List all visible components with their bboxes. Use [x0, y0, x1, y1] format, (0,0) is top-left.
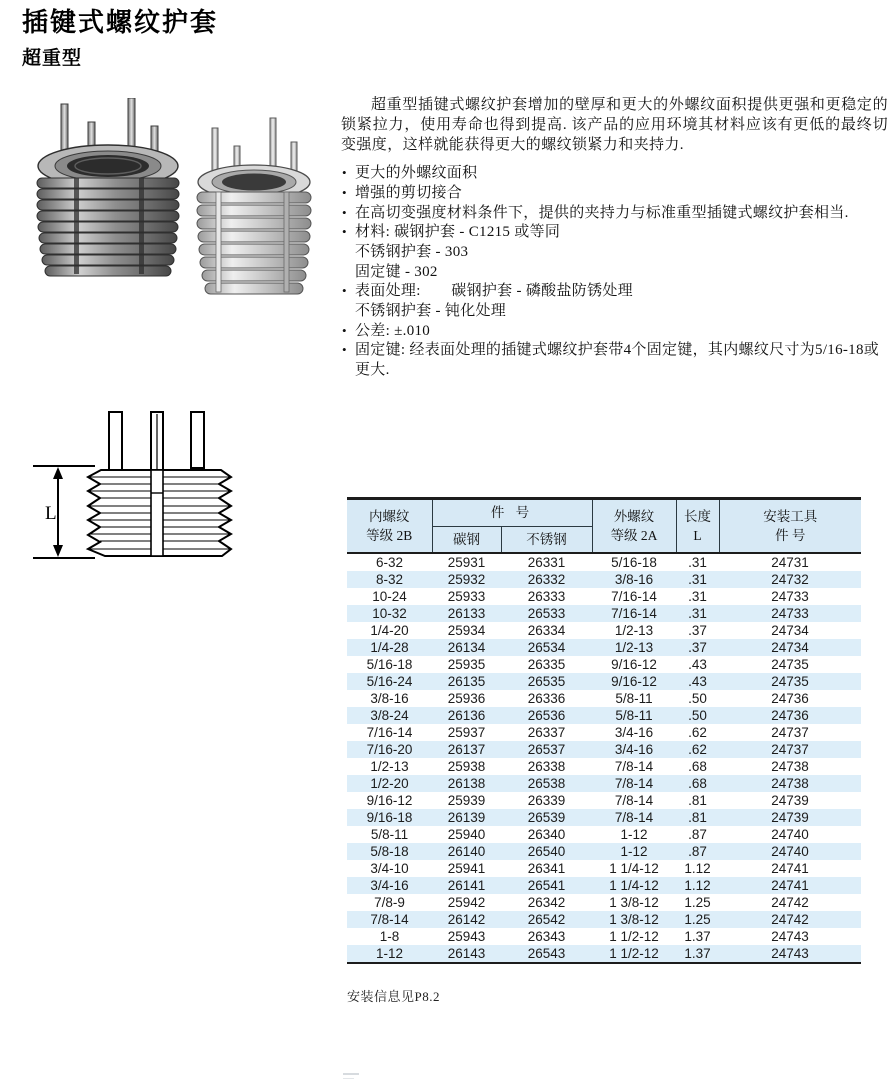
feature-text: • 在高切变强度材料条件下，提供的夹持力与标准重型插键式螺纹护套相当. — [355, 204, 849, 221]
col-header-internal-thread — [347, 499, 432, 554]
cell-install-tool-part: 24735 — [771, 674, 809, 690]
table-row — [347, 758, 861, 775]
feature-text: • 公差: ±.010 — [355, 322, 431, 339]
cell-external-thread: 7/16-14 — [611, 589, 657, 605]
dimension-diagram — [25, 398, 260, 583]
cell-stainless-steel-part: 26539 — [527, 810, 566, 826]
col-header-external-thread — [592, 499, 676, 554]
cell-stainless-steel-part: 26334 — [527, 623, 566, 639]
cell-length: .62 — [688, 725, 707, 741]
cell-carbon-steel-part: 26136 — [447, 708, 486, 724]
install-info-footnote: 安装信息见P8.2 — [347, 989, 440, 1004]
cell-length: .37 — [688, 623, 707, 639]
insert-line-drawing — [25, 398, 260, 578]
cell-carbon-steel-part: 25936 — [447, 691, 486, 707]
cell-internal-thread: 3/4-16 — [370, 878, 409, 894]
intro-paragraph: 超重型插键式螺纹护套增加的壁厚和更大的外螺纹面积提供更强和更稳定的锁紧拉力，使用寿命也得到提高. 该产品的应用环境其材料应该有更低的最终切变强度，这样就能获得更大的螺纹锁紧力和夹持力. — [341, 97, 888, 153]
cell-length: .81 — [688, 793, 707, 809]
cell-length: .31 — [688, 589, 707, 605]
cell-internal-thread: 9/16-12 — [366, 793, 413, 809]
cell-stainless-steel-part: 26534 — [527, 640, 566, 656]
table-row — [347, 673, 861, 690]
cell-external-thread: 1-12 — [620, 844, 648, 860]
cell-install-tool-part: 24735 — [771, 657, 809, 673]
table-row — [347, 911, 861, 928]
cell-carbon-steel-part: 26137 — [447, 742, 486, 758]
cell-internal-thread: 9/16-18 — [366, 810, 413, 826]
cell-stainless-steel-part: 26335 — [527, 657, 566, 673]
col-header-part-number-group: 件 号 — [432, 499, 592, 527]
page-title: 插键式螺纹护套 — [22, 7, 219, 37]
table-row — [347, 809, 861, 826]
cell-external-thread: 9/16-12 — [611, 657, 657, 673]
cell-internal-thread: 7/8-14 — [370, 912, 409, 928]
feature-text: • 更大的外螺纹面积 — [355, 165, 478, 182]
cell-internal-thread: 5/16-24 — [366, 674, 413, 690]
cell-carbon-steel-part: 25934 — [447, 623, 486, 639]
cell-stainless-steel-part: 26339 — [527, 793, 566, 809]
cell-length: .81 — [688, 810, 707, 826]
cell-carbon-steel-part: 25933 — [447, 589, 486, 605]
cell-external-thread: 5/8-11 — [615, 708, 653, 724]
cell-external-thread: 1 1/2-12 — [609, 946, 659, 962]
cell-install-tool-part: 24739 — [771, 810, 809, 826]
table-row — [347, 945, 861, 963]
cell-length: .62 — [688, 742, 707, 758]
feature-item — [341, 322, 888, 342]
cell-internal-thread: 5/8-11 — [370, 827, 409, 843]
cell-install-tool-part: 24732 — [771, 572, 809, 588]
header-label-line: 等级 2B — [366, 528, 413, 544]
feature-list — [341, 164, 888, 380]
table-row — [347, 877, 861, 894]
product-photo-stainless-insert — [192, 116, 316, 311]
table-row — [347, 775, 861, 792]
cell-internal-thread: 5/16-18 — [366, 657, 413, 673]
feature-sublines — [355, 243, 888, 282]
cell-install-tool-part: 24734 — [771, 640, 809, 656]
cell-internal-thread: 6-32 — [375, 555, 404, 571]
cell-install-tool-part: 24737 — [771, 742, 809, 758]
cell-external-thread: 1/2-13 — [614, 623, 654, 639]
feature-subline: 固定键 - 302 — [355, 263, 438, 280]
cell-length: 1.12 — [684, 878, 711, 894]
cell-stainless-steel-part: 26533 — [527, 606, 566, 622]
cell-length: .31 — [688, 572, 707, 588]
col-header-carbon-steel: 碳钢 — [432, 526, 501, 553]
cell-carbon-steel-part: 25937 — [447, 725, 486, 741]
cell-external-thread: 3/4-16 — [614, 742, 654, 758]
cell-external-thread: 9/16-12 — [611, 674, 657, 690]
cell-length: .68 — [688, 776, 707, 792]
page-subtitle: 超重型 — [22, 47, 83, 69]
cell-install-tool-part: 24740 — [771, 827, 809, 843]
cell-carbon-steel-part: 25940 — [447, 827, 486, 843]
cell-internal-thread: 10-24 — [372, 589, 407, 605]
cell-install-tool-part: 24734 — [771, 623, 809, 639]
cell-stainless-steel-part: 26340 — [527, 827, 566, 843]
cell-external-thread: 5/16-18 — [611, 555, 657, 571]
cell-stainless-steel-part: 26542 — [527, 912, 566, 928]
spec-table-header — [347, 499, 861, 554]
cell-stainless-steel-part: 26342 — [527, 895, 566, 911]
cell-stainless-steel-part: 26541 — [527, 878, 566, 894]
cell-internal-thread: 8-32 — [375, 572, 404, 588]
cell-install-tool-part: 24738 — [771, 759, 809, 775]
feature-item — [341, 184, 888, 204]
cell-internal-thread: 7/8-9 — [374, 895, 405, 911]
cell-internal-thread: 1/4-28 — [370, 640, 409, 656]
cell-stainless-steel-part: 26535 — [527, 674, 566, 690]
cell-install-tool-part: 24733 — [771, 589, 809, 605]
cell-length: 1.25 — [684, 912, 711, 928]
cell-internal-thread: 7/16-20 — [366, 742, 413, 758]
cell-internal-thread: 1/2-20 — [370, 776, 409, 792]
cell-external-thread: 3/8-16 — [614, 572, 654, 588]
cell-carbon-steel-part: 25935 — [447, 657, 486, 673]
cell-carbon-steel-part: 25932 — [447, 572, 486, 588]
feature-subline: 不锈钢护套 - 303 — [355, 243, 469, 260]
cell-install-tool-part: 24736 — [771, 691, 809, 707]
table-row — [347, 656, 861, 673]
stainless-insert-illustration — [192, 116, 316, 306]
cell-external-thread: 7/8-14 — [614, 776, 654, 792]
cell-install-tool-part: 24738 — [771, 776, 809, 792]
cell-external-thread: 3/4-16 — [614, 725, 654, 741]
cell-external-thread: 5/8-11 — [615, 691, 653, 707]
cell-external-thread: 1 1/2-12 — [609, 929, 659, 945]
feature-item — [341, 204, 888, 224]
cell-carbon-steel-part: 26134 — [447, 640, 486, 656]
cell-external-thread: 1 3/8-12 — [609, 912, 659, 928]
cell-internal-thread: 1/4-20 — [370, 623, 409, 639]
cell-stainless-steel-part: 26336 — [527, 691, 566, 707]
feature-text: • 固定键: 经表面处理的插键式螺纹护套带4个固定键，其内螺纹尺寸为5/16-18或更大. — [355, 342, 880, 378]
feature-sublines — [355, 302, 888, 322]
feature-item — [341, 164, 888, 184]
cell-length: 1.12 — [684, 861, 711, 877]
cell-external-thread: 7/8-14 — [614, 759, 654, 775]
carbon-insert-illustration — [30, 98, 188, 290]
cell-length: .87 — [688, 844, 707, 860]
cell-stainless-steel-part: 26337 — [527, 725, 566, 741]
table-row — [347, 605, 861, 622]
table-row — [347, 928, 861, 945]
cell-carbon-steel-part: 25941 — [447, 861, 486, 877]
table-row — [347, 792, 861, 809]
header-label-line: 长度 — [684, 508, 711, 524]
dimension-label: L — [45, 503, 57, 524]
spec-table — [347, 497, 861, 964]
cell-external-thread: 1-12 — [620, 827, 648, 843]
cell-stainless-steel-part: 26332 — [527, 572, 566, 588]
cell-stainless-steel-part: 26536 — [527, 708, 566, 724]
cell-external-thread: 1/2-13 — [614, 640, 654, 656]
table-row — [347, 707, 861, 724]
cell-install-tool-part: 24733 — [771, 606, 809, 622]
cell-install-tool-part: 24739 — [771, 793, 809, 809]
header-label-line: 件 号 — [775, 528, 806, 544]
feature-item — [341, 341, 888, 380]
cell-internal-thread: 10-32 — [372, 606, 407, 622]
cell-stainless-steel-part: 26338 — [527, 759, 566, 775]
col-header-stainless-steel: 不锈钢 — [501, 526, 592, 553]
product-photo-carbon-insert — [30, 98, 188, 295]
header-label-line: 安装工具 — [763, 508, 818, 524]
cell-carbon-steel-part: 25942 — [447, 895, 486, 911]
spec-table-body — [347, 553, 861, 963]
cell-external-thread: 7/8-14 — [614, 810, 654, 826]
cell-length: .43 — [688, 657, 707, 673]
cell-internal-thread: 1/2-13 — [370, 759, 409, 775]
spec-table-container — [347, 497, 861, 964]
cell-install-tool-part: 24741 — [771, 861, 809, 877]
cell-stainless-steel-part: 26540 — [527, 844, 566, 860]
cell-install-tool-part: 24743 — [771, 946, 809, 962]
cell-install-tool-part: 24736 — [771, 708, 809, 724]
feature-item — [341, 282, 888, 321]
cell-install-tool-part: 24743 — [771, 929, 809, 945]
cell-length: 1.37 — [684, 929, 711, 945]
table-row — [347, 553, 861, 571]
table-row — [347, 741, 861, 758]
cell-carbon-steel-part: 25938 — [447, 759, 486, 775]
cell-carbon-steel-part: 26135 — [447, 674, 486, 690]
cell-internal-thread: 5/8-18 — [370, 844, 409, 860]
table-row — [347, 639, 861, 656]
feature-text: • 增强的剪切接合 — [355, 185, 463, 202]
header-label-line: 内螺纹 — [369, 508, 410, 524]
cell-length: .43 — [688, 674, 707, 690]
cell-length: .31 — [688, 555, 707, 571]
cell-length: .50 — [688, 708, 707, 724]
cell-carbon-steel-part: 26142 — [447, 912, 486, 928]
cell-carbon-steel-part: 26141 — [447, 878, 486, 894]
cell-stainless-steel-part: 26538 — [527, 776, 566, 792]
cell-install-tool-part: 24737 — [771, 725, 809, 741]
cell-length: .31 — [688, 606, 707, 622]
cell-length: .50 — [688, 691, 707, 707]
cell-carbon-steel-part: 26133 — [447, 606, 486, 622]
faint-print-artifact — [343, 1073, 363, 1081]
cell-stainless-steel-part: 26333 — [527, 589, 566, 605]
cell-external-thread: 1 3/8-12 — [609, 895, 659, 911]
cell-external-thread: 7/8-14 — [614, 793, 654, 809]
cell-length: .87 — [688, 827, 707, 843]
cell-install-tool-part: 24742 — [771, 895, 809, 911]
cell-stainless-steel-part: 26343 — [527, 929, 566, 945]
cell-carbon-steel-part: 25943 — [447, 929, 486, 945]
table-row — [347, 622, 861, 639]
feature-item — [341, 223, 888, 282]
header-label-line: L — [693, 528, 702, 544]
cell-internal-thread: 3/8-16 — [370, 691, 409, 707]
cell-carbon-steel-part: 26140 — [447, 844, 486, 860]
cell-carbon-steel-part: 26138 — [447, 776, 486, 792]
cell-external-thread: 1 1/4-12 — [609, 878, 659, 894]
table-row — [347, 724, 861, 741]
col-header-length — [676, 499, 719, 554]
feature-subline: 不锈钢护套 - 钝化处理 — [355, 302, 507, 319]
cell-install-tool-part: 24742 — [771, 912, 809, 928]
cell-carbon-steel-part: 26139 — [447, 810, 486, 826]
cell-stainless-steel-part: 26331 — [527, 555, 566, 571]
cell-length: 1.37 — [684, 946, 711, 962]
col-header-install-tool — [719, 499, 861, 554]
cell-stainless-steel-part: 26543 — [527, 946, 566, 962]
cell-internal-thread: 3/4-10 — [370, 861, 409, 877]
table-row — [347, 826, 861, 843]
table-row — [347, 843, 861, 860]
header-label-line: 等级 2A — [610, 528, 658, 544]
cell-internal-thread: 1-12 — [375, 946, 404, 962]
cell-carbon-steel-part: 25939 — [447, 793, 486, 809]
feature-text: • 表面处理: 碳钢护套 - 磷酸盐防锈处理 — [355, 283, 633, 300]
cell-stainless-steel-part: 26341 — [527, 861, 566, 877]
cell-length: .68 — [688, 759, 707, 775]
table-row — [347, 860, 861, 877]
cell-external-thread: 7/16-14 — [611, 606, 657, 622]
cell-install-tool-part: 24741 — [771, 878, 809, 894]
cell-length: .37 — [688, 640, 707, 656]
cell-carbon-steel-part: 25931 — [447, 555, 486, 571]
cell-carbon-steel-part: 26143 — [447, 946, 486, 962]
cell-stainless-steel-part: 26537 — [527, 742, 566, 758]
header-label-line: 外螺纹 — [613, 508, 655, 524]
description-column — [341, 96, 888, 380]
table-row — [347, 894, 861, 911]
table-row — [347, 588, 861, 605]
cell-internal-thread: 1-8 — [379, 929, 400, 945]
title-block — [22, 6, 218, 70]
cell-external-thread: 1 1/4-12 — [609, 861, 659, 877]
table-row — [347, 571, 861, 588]
cell-length: 1.25 — [684, 895, 711, 911]
cell-internal-thread: 3/8-24 — [370, 708, 409, 724]
cell-install-tool-part: 24740 — [771, 844, 809, 860]
cell-install-tool-part: 24731 — [771, 555, 809, 571]
table-row — [347, 690, 861, 707]
cell-internal-thread: 7/16-14 — [366, 725, 413, 741]
feature-text: • 材料: 碳钢护套 - C1215 或等同 — [355, 224, 561, 241]
